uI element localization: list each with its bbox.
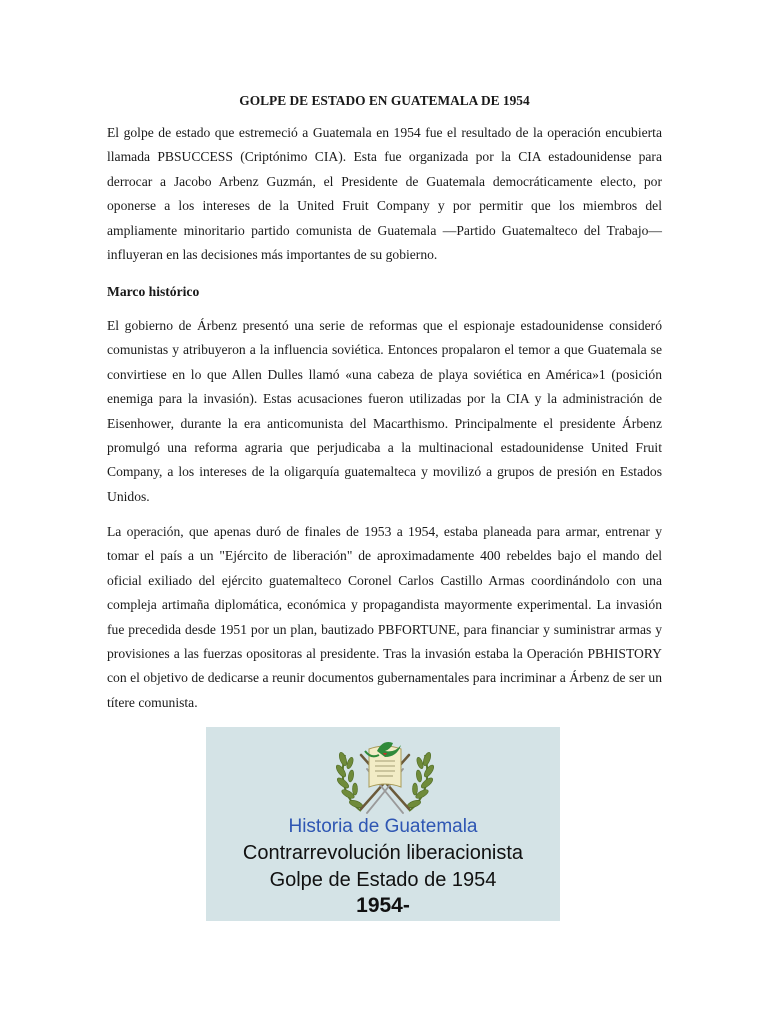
operation-paragraph: La operación, que apenas duró de finales de 1953 a 1954, estaba planeada para armar, entrenar y tomar el país a un "Ejército de liberación" de aproximadamente 400 rebeldes bajo el mando del oficial exiliado del ejército guatemalteco Coronel Carlos Castillo Armas coordinándolo con una compleja artimaña diplomática, económica y propagandista mayormente experimental. La invasión fue precedida desde 1951 por un plan, bautizado PBFORTUNE, para financiar y suministrar armas y provisiones a las fuerzas opositoras al presidente. Tras la invasión estaba la Operación PBHISTORY con el objetivo de dedicarse a reunir documentos gubernamentales para incriminar a Árbenz de ser un títere comunista. [107,524,662,710]
intro-paragraph: El golpe de estado que estremeció a Guatemala en 1954 fue el resultado de la operación encubierta llamada PBSUCCESS (Criptónimo CIA). Esta fue organizada por la CIA estadounidense para derrocar a Jacobo Arbenz Guzmán, el Presidente de Guatemala democráticamente electo, por oponerse a los intereses de la United Fruit Company y por permitir que los miembros del ampliamente minoritario partido comunista de Guatemala —Partido Guatemalteco del Trabajo— influyeran en las decisiones más importantes de su gobierno. [107,125,662,263]
banner-line-coup: Golpe de Estado de 1954 [269,869,497,891]
history-banner-image [206,727,560,921]
banner-line-year: 1954- [356,894,410,917]
guatemala-coat-of-arms-icon [331,729,439,819]
banner-line-history: Historia de Guatemala [288,816,478,837]
section-heading: Marco histórico [107,284,200,299]
historical-context-paragraph: El gobierno de Árbenz presentó una serie de reformas que el espionaje estadounidense consideró comunistas y atribuyeron a la influencia soviética. Entonces propalaron el temor a que Guatemala se convirtiese en lo que Allen Dulles llamó «una cabeza de playa soviética en América»1 (posición enemiga para la invasión). Estas acusaciones fueron utilizadas por la CIA y la administración de Eisenhower, durante la era anticomunista del Macarthismo. Principalmente el presidente Árbenz promulgó una reforma agraria que perjudicaba a la multinacional estadounidense United Fruit Company, a los intereses de la oligarquía guatemalteca y movilizó a grupos de presión en Estados Unidos. [107,318,662,504]
banner-line-counterrevolution: Contrarrevolución liberacionista [242,842,524,864]
document-title: GOLPE DE ESTADO EN GUATEMALA DE 1954 [239,93,530,108]
